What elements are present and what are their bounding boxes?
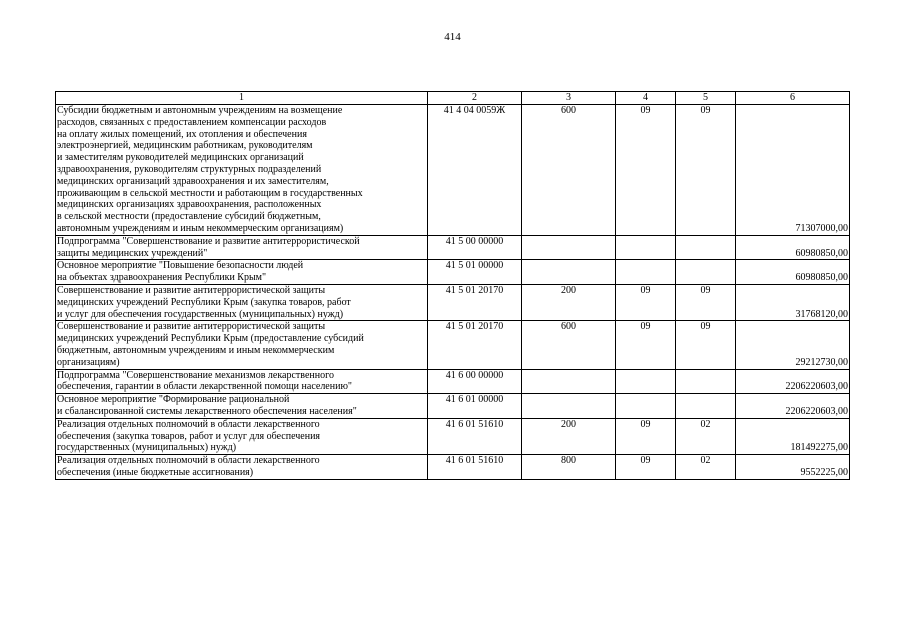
table-row bbox=[56, 260, 850, 285]
table-row bbox=[56, 394, 850, 419]
row-subsection: 09 bbox=[676, 284, 736, 320]
row-target-code: 41 4 04 0059Ж bbox=[428, 105, 522, 236]
row-subsection: 02 bbox=[676, 418, 736, 454]
row-target-code: 41 5 00 00000 bbox=[428, 235, 522, 260]
row-section: 09 bbox=[616, 455, 676, 480]
column-header: 4 bbox=[616, 92, 676, 105]
row-expense-type bbox=[522, 394, 616, 419]
row-section bbox=[616, 235, 676, 260]
row-subsection bbox=[676, 369, 736, 394]
row-target-code: 41 6 00 00000 bbox=[428, 369, 522, 394]
row-name: Совершенствование и развитие антитеррористической защиты медицинских учреждений Республики Крым (закупка товаров, работ и услуг для обеспечения государственных (муниципальных) нужд) bbox=[56, 284, 428, 320]
row-expense-type bbox=[522, 369, 616, 394]
row-subsection: 09 bbox=[676, 105, 736, 236]
row-expense-type: 200 bbox=[522, 418, 616, 454]
row-name: Субсидии бюджетным и автономным учреждениям на возмещение расходов, связанных с предоставлением компенсации расходов на оплату жилых помещений, их отопления и обеспечения электроэнергией, медицинским работникам, руководителям и заместителям руководителей медицинских организаций здравоохранения, руководителям структурных подразделений медицинских организаций здравоохранения и их заместителям, проживающим в сельской местности и работающим в государственных медицинских организациях здравоохранения, расположенных в сельской местности (предоставление субсидий бюджетным, автономным учреждениям и иным некоммерческим организациям) bbox=[56, 105, 428, 236]
row-amount: 181492275,00 bbox=[736, 418, 850, 454]
table-row bbox=[56, 418, 850, 454]
row-target-code: 41 6 01 00000 bbox=[428, 394, 522, 419]
row-name: Реализация отдельных полномочий в области лекарственного обеспечения (закупка товаров, работ и услуг для обеспечения государственных (муниципальных) нужд) bbox=[56, 418, 428, 454]
row-subsection: 09 bbox=[676, 321, 736, 369]
row-name: Основное мероприятие "Повышение безопасности людей на объектах здравоохранения Республики Крым" bbox=[56, 260, 428, 285]
row-name: Подпрограмма "Совершенствование и развитие антитеррористической защиты медицинских учреждений" bbox=[56, 235, 428, 260]
row-expense-type bbox=[522, 235, 616, 260]
row-section: 09 bbox=[616, 321, 676, 369]
row-target-code: 41 5 01 20170 bbox=[428, 284, 522, 320]
row-name: Основное мероприятие "Формирование рациональной и сбалансированной системы лекарственного обеспечения населения" bbox=[56, 394, 428, 419]
row-subsection bbox=[676, 260, 736, 285]
row-section: 09 bbox=[616, 284, 676, 320]
row-target-code: 41 6 01 51610 bbox=[428, 455, 522, 480]
row-name: Совершенствование и развитие антитеррористической защиты медицинских учреждений Республики Крым (предоставление субсидий бюджетным, автономным учреждениям и иным некоммерческим организациям) bbox=[56, 321, 428, 369]
row-amount: 29212730,00 bbox=[736, 321, 850, 369]
row-subsection: 02 bbox=[676, 455, 736, 480]
row-target-code: 41 5 01 00000 bbox=[428, 260, 522, 285]
table-row bbox=[56, 455, 850, 480]
row-expense-type bbox=[522, 260, 616, 285]
row-section: 09 bbox=[616, 418, 676, 454]
column-header: 5 bbox=[676, 92, 736, 105]
table-header-row bbox=[56, 92, 850, 105]
row-section bbox=[616, 260, 676, 285]
row-target-code: 41 6 01 51610 bbox=[428, 418, 522, 454]
table-row bbox=[56, 284, 850, 320]
row-amount: 60980850,00 bbox=[736, 235, 850, 260]
column-header: 2 bbox=[428, 92, 522, 105]
row-expense-type: 200 bbox=[522, 284, 616, 320]
column-header: 1 bbox=[56, 92, 428, 105]
column-header: 6 bbox=[736, 92, 850, 105]
row-amount: 31768120,00 bbox=[736, 284, 850, 320]
row-subsection bbox=[676, 394, 736, 419]
row-name: Подпрограмма "Совершенствование механизмов лекарственного обеспечения, гарантии в области лекарственной помощи населению" bbox=[56, 369, 428, 394]
row-amount: 71307000,00 bbox=[736, 105, 850, 236]
table-row bbox=[56, 105, 850, 236]
row-section bbox=[616, 369, 676, 394]
table-row bbox=[56, 369, 850, 394]
table-row bbox=[56, 321, 850, 369]
row-amount: 2206220603,00 bbox=[736, 394, 850, 419]
page-number: 414 bbox=[444, 31, 461, 43]
row-target-code: 41 5 01 20170 bbox=[428, 321, 522, 369]
budget-table bbox=[55, 91, 850, 480]
column-header: 3 bbox=[522, 92, 616, 105]
row-section: 09 bbox=[616, 105, 676, 236]
table-row bbox=[56, 235, 850, 260]
row-section bbox=[616, 394, 676, 419]
row-name: Реализация отдельных полномочий в области лекарственного обеспечения (иные бюджетные ассигнования) bbox=[56, 455, 428, 480]
row-expense-type: 600 bbox=[522, 321, 616, 369]
row-amount: 2206220603,00 bbox=[736, 369, 850, 394]
row-expense-type: 800 bbox=[522, 455, 616, 480]
row-subsection bbox=[676, 235, 736, 260]
row-expense-type: 600 bbox=[522, 105, 616, 236]
row-amount: 9552225,00 bbox=[736, 455, 850, 480]
row-amount: 60980850,00 bbox=[736, 260, 850, 285]
